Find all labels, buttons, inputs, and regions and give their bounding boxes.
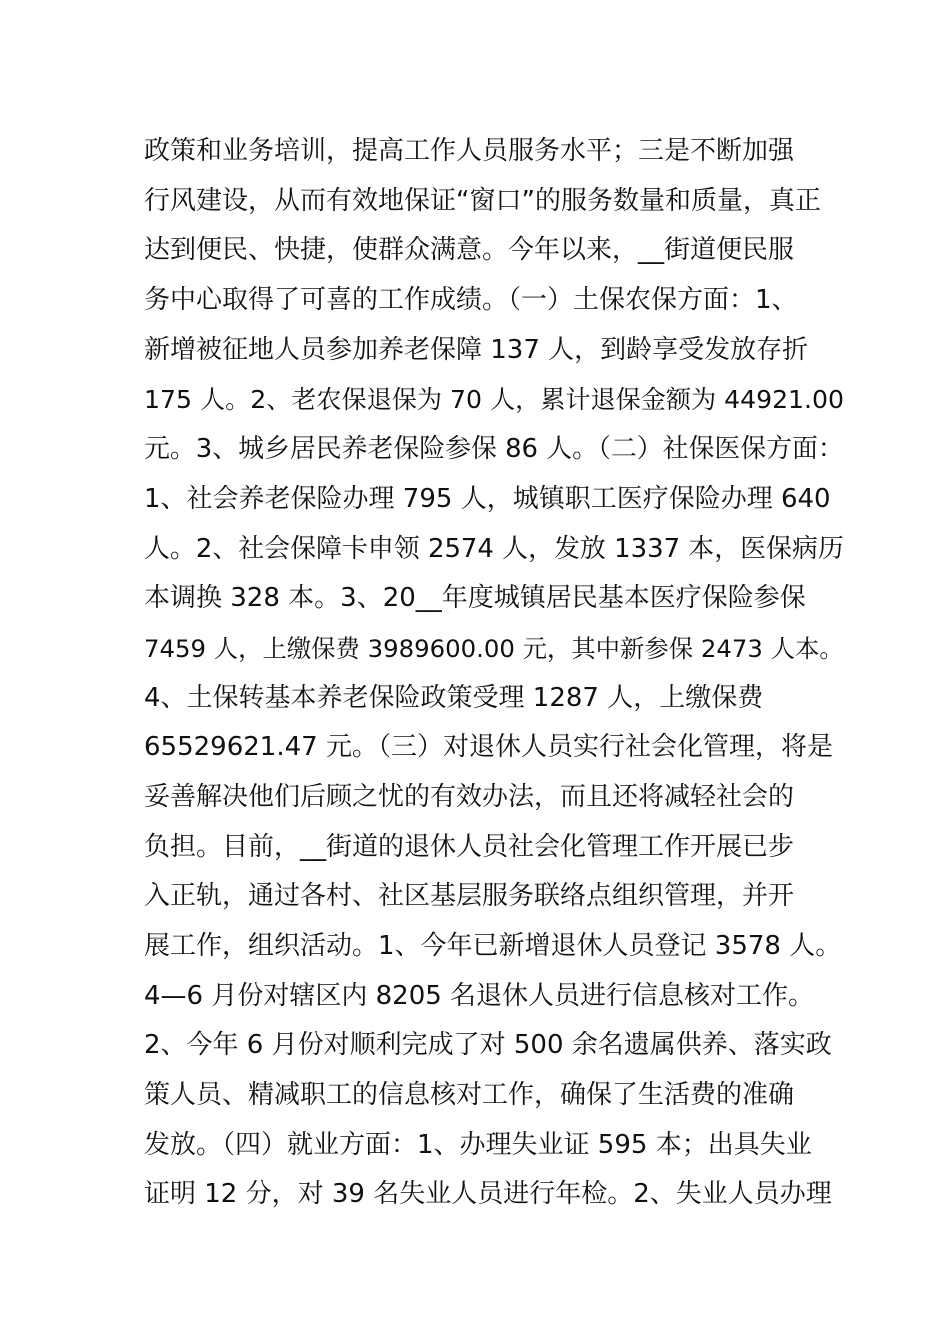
text-line-9: 人。2、社会保障卡申领 2574 人，发放 1337 本，医保病历 <box>144 533 844 564</box>
text-line-17: 展工作，组织活动。1、今年已新增退休人员登记 3578 人。 <box>144 931 842 961</box>
text-line-6: 175 人。2、老农保退保为 70 人，累计退保金额为 44921.00 <box>144 385 844 415</box>
text-line-20: 策人员、精减职工的信息核对工作，确保了生活费的准确 <box>144 1080 795 1111</box>
text-line-4: 务中心取得了可喜的工作成绩。（一）土保农保方面：1、 <box>144 285 798 316</box>
text-line-5: 新增被征地人员参加养老保障 137 人，到龄享受发放存折 <box>144 334 809 365</box>
text-line-3: 达到便民、快捷，使群众满意。今年以来，__街道便民服 <box>144 235 795 266</box>
text-line-15: 负担。目前，__街道的退休人员社会化管理工作开展已步 <box>144 831 795 862</box>
text-line-18: 4—6 月份对辖区内 8205 名退休人员进行信息核对工作。 <box>144 980 815 1011</box>
text-line-1: 政策和业务培训，提高工作人员服务水平；三是不断加强 <box>144 136 795 166</box>
text-line-12: 4、土保转基本养老保险政策受理 1287 人，上缴保费 <box>144 682 764 713</box>
text-line-22: 证明 12 分，对 39 名失业人员进行年检。2、失业人员办理 <box>144 1179 832 1210</box>
text-line-13: 65529621.47 元。（三）对退休人员实行社会化管理，将是 <box>144 732 833 763</box>
text-line-21: 发放。（四）就业方面：1、办理失业证 595 本；出具失业 <box>144 1129 812 1160</box>
text-line-2: 行风建设，从而有效地保证“窗口”的服务数量和质量，真正 <box>144 185 821 216</box>
text-line-16: 入正轨，通过各村、社区基层服务联络点组织管理，并开 <box>144 881 795 912</box>
text-line-19: 2、今年 6 月份对顺利完成了对 500 余名遗属供养、落实政 <box>144 1030 832 1061</box>
text-line-10: 本调换 328 本。3、20__年度城镇居民基本医疗保险参保 <box>144 583 806 614</box>
text-line-11: 7459 人，上缴保费 3989600.00 元，其中新参保 2473 人本。 <box>144 633 844 663</box>
text-line-14: 妥善解决他们后顾之忧的有效办法，而且还将减轻社会的 <box>144 781 795 812</box>
text-line-8: 1、社会养老保险办理 795 人，城镇职工医疗保险办理 640 <box>144 483 831 514</box>
text-line-7: 元。3、城乡居民养老保险参保 86 人。（二）社保医保方面： <box>144 434 844 465</box>
body-paragraph <box>144 127 844 1220</box>
